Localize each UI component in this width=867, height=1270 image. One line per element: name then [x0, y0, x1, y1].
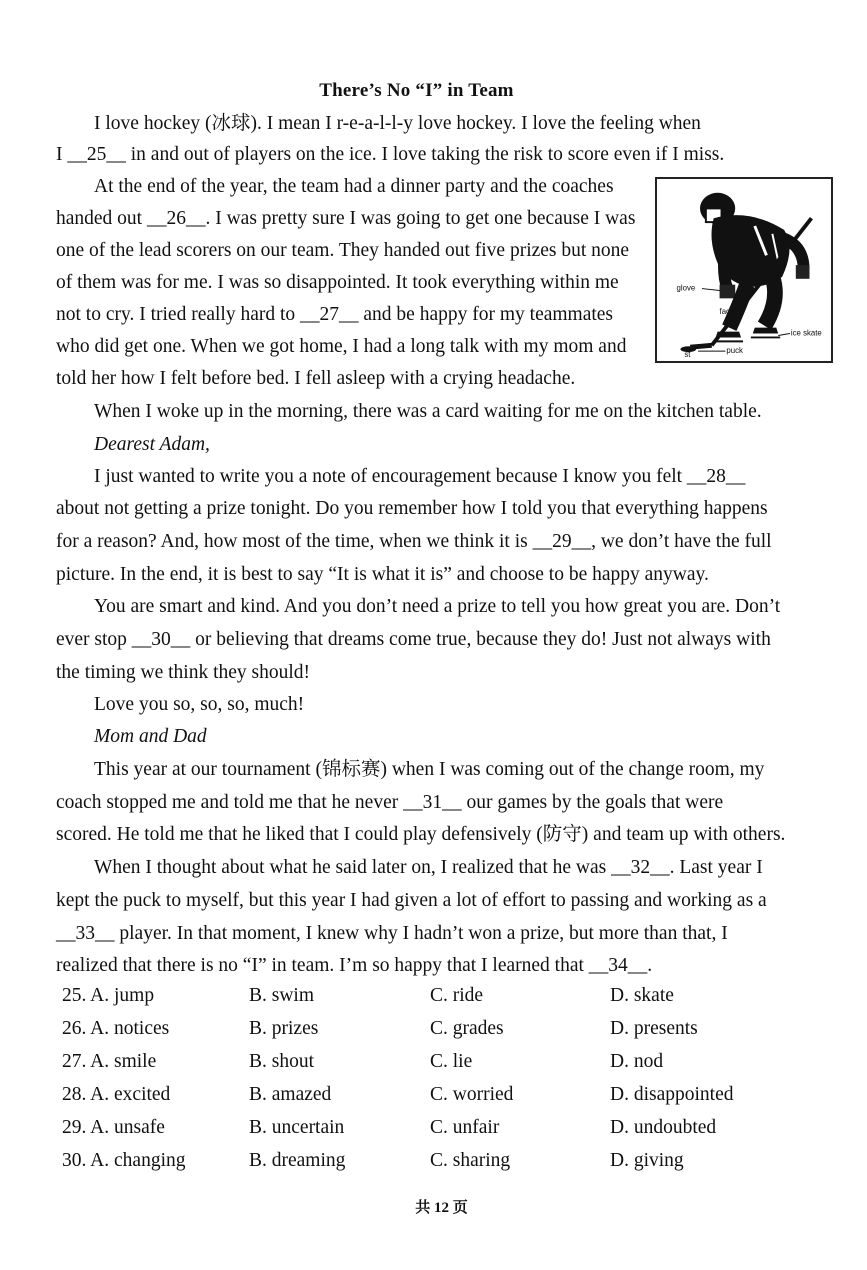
- option-a: 27. A. smile: [62, 1051, 157, 1072]
- passage-line: ever stop __30__ or believing that dreams come true, because they do! Just not always with: [56, 629, 771, 650]
- passage-line: You are smart and kind. And you don’t need a prize to tell you how great you are. Don’t: [94, 596, 781, 617]
- passage-line: I __25__ in and out of players on the ice. I love taking the risk to score even if I miss.: [56, 144, 725, 165]
- passage-line: for a reason? And, how most of the time, when we think it is __29__, we don’t have the full: [56, 531, 772, 552]
- option-b: B. amazed: [249, 1084, 332, 1105]
- option-b: B. uncertain: [249, 1117, 345, 1138]
- passage-line: Love you so, so, so, much!: [94, 694, 305, 715]
- question-25-options: [62, 985, 822, 1009]
- passage-line: told her how I felt before bed. I fell asleep with a crying headache.: [56, 368, 576, 389]
- stick-label: st: [684, 350, 691, 359]
- passage-line: who did get one. When we got home, I had a long talk with my mom and: [56, 336, 627, 357]
- passage-title: There’s No “I” in Team: [319, 80, 514, 101]
- passage-line: handed out __26__. I was pretty sure I was going to get one because I was: [56, 208, 636, 229]
- hockey-player-illustration: [655, 177, 833, 363]
- passage-line: the timing we think they should!: [56, 662, 311, 683]
- passage-line: of them was for me. I was so disappointed. It took everything within me: [56, 272, 619, 293]
- question-30-options: [62, 1150, 822, 1174]
- option-c: C. lie: [430, 1051, 473, 1072]
- passage-line: I just wanted to write you a note of encouragement because I know you felt __28__: [94, 466, 746, 487]
- passage-line: When I thought about what he said later on, I realized that he was __32__. Last year I: [94, 857, 763, 878]
- passage-line: kept the puck to myself, but this year I had given a lot of effort to passing and working as a: [56, 890, 767, 911]
- passage-line: At the end of the year, the team had a dinner party and the coaches: [94, 176, 614, 197]
- option-c: C. worried: [430, 1084, 514, 1105]
- option-d: D. skate: [610, 985, 674, 1006]
- option-a: 30. A. changing: [62, 1150, 186, 1171]
- passage-line: __33__ player. In that moment, I knew why I hadn’t won a prize, but more than that, I: [56, 923, 728, 944]
- passage-line: This year at our tournament (锦标赛) when I was coming out of the change room, my: [94, 759, 765, 780]
- question-26-options: [62, 1018, 822, 1042]
- option-c: C. sharing: [430, 1150, 511, 1171]
- option-a: 28. A. excited: [62, 1084, 171, 1105]
- option-c: C. unfair: [430, 1117, 500, 1138]
- letter-greeting: Dearest Adam,: [94, 434, 210, 455]
- option-c: C. grades: [430, 1018, 504, 1039]
- question-28-options: [62, 1084, 822, 1108]
- option-b: B. swim: [249, 985, 315, 1006]
- option-a: 26. A. notices: [62, 1018, 170, 1039]
- option-d: D. presents: [610, 1018, 698, 1039]
- puck-label: puck: [726, 346, 743, 356]
- page-footer: 共 12 页: [415, 1200, 468, 1216]
- option-d: D. disappointed: [610, 1084, 734, 1105]
- passage-line: picture. In the end, it is best to say “It is what it is” and choose to be happy anyway.: [56, 564, 709, 585]
- option-d: D. nod: [610, 1051, 664, 1072]
- option-b: B. prizes: [249, 1018, 319, 1039]
- face-label: face: [719, 306, 735, 316]
- option-b: B. shout: [249, 1051, 315, 1072]
- option-c: C. ride: [430, 985, 484, 1006]
- passage-line: about not getting a prize tonight. Do you remember how I told you that everything happens: [56, 498, 768, 519]
- ice-skate-label: ice skate: [790, 328, 822, 338]
- passage-line: coach stopped me and told me that he never __31__ our games by the goals that were: [56, 792, 724, 813]
- option-a: 25. A. jump: [62, 985, 155, 1006]
- option-a: 29. A. unsafe: [62, 1117, 165, 1138]
- question-27-options: [62, 1051, 822, 1075]
- passage-line: not to cry. I tried really hard to __27__ and be happy for my teammates: [56, 304, 614, 325]
- hockey-player-drawing: [657, 179, 831, 361]
- passage-line: realized that there is no “I” in team. I’m so happy that I learned that __34__.: [56, 955, 653, 976]
- option-d: D. undoubted: [610, 1117, 717, 1138]
- passage-line: I love hockey (冰球). I mean I r-e-a-l-l-y love hockey. I love the feeling when: [94, 113, 701, 134]
- passage-line: When I woke up in the morning, there was a card waiting for me on the kitchen table.: [94, 401, 762, 422]
- passage-line: one of the lead scorers on our team. They handed out five prizes but none: [56, 240, 630, 261]
- option-d: D. giving: [610, 1150, 684, 1171]
- option-b: B. dreaming: [249, 1150, 346, 1171]
- glove-label: glove: [676, 283, 696, 293]
- passage-line: scored. He told me that he liked that I could play defensively (防守) and team up with others.: [56, 824, 786, 845]
- letter-signature: Mom and Dad: [94, 726, 207, 747]
- question-29-options: [62, 1117, 822, 1141]
